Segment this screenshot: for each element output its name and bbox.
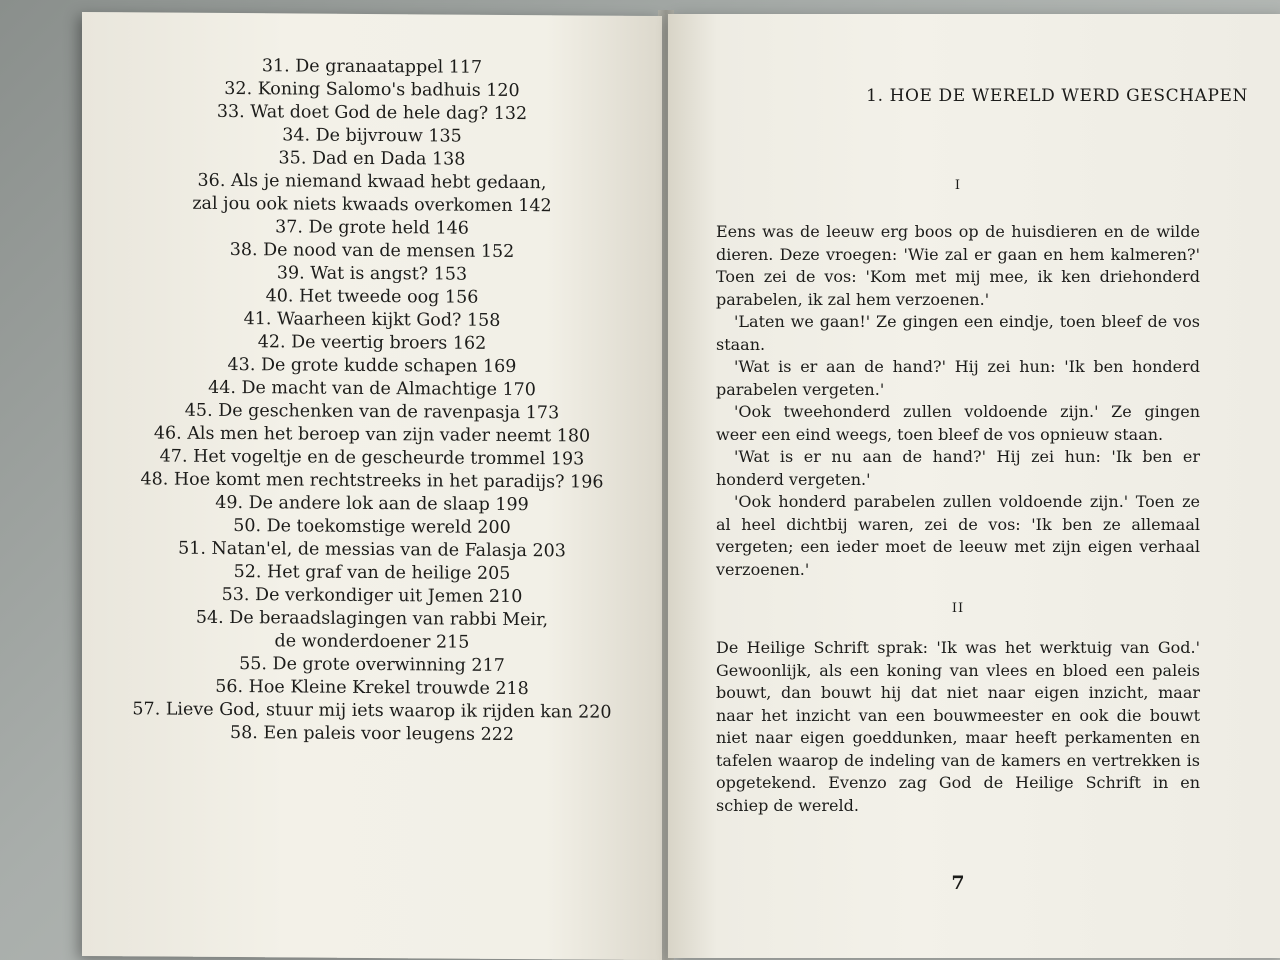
toc-entry: 41. Waarheen kijkt God? 158 (243, 309, 501, 331)
toc-entry-continuation: de wonderdoener 215 (274, 631, 470, 653)
toc-entry: 40. Het tweede oog 156 (265, 286, 479, 308)
toc-entry: 51. Natan'el, de messias van de Falasja 203 (178, 538, 566, 562)
right-page (668, 14, 1280, 958)
paragraph: 'Ook tweehonderd zullen voldoende zijn.' Ze gingen weer een eind weegs, toen bleef de vos opnieuw staan. (716, 402, 1200, 444)
section-numeral: II (951, 601, 965, 616)
section-numeral: I (954, 178, 962, 193)
page-number: 7 (951, 872, 965, 894)
toc-entry: 36. Als je niemand kwaad hebt gedaan, (197, 170, 547, 194)
toc-entry: 48. Hoe komt men rechtstreeks in het paradijs? 196 (140, 469, 604, 493)
toc-entry: 44. De macht van de Almachtige 170 (208, 377, 536, 401)
toc-entry-continuation: zal jou ook niets kwaads overkomen 142 (192, 193, 552, 217)
toc-entry: 35. Dad en Dada 138 (278, 148, 466, 170)
toc-entry: 54. De beraadslagingen van rabbi Meir, (195, 607, 549, 631)
toc-entry: 33. Wat doet God de hele dag? 132 (216, 101, 528, 125)
toc-entry: 39. Wat is angst? 153 (276, 263, 468, 285)
paragraph: 'Wat is er nu aan de hand?' Hij zei hun: 'Ik ben er honderd vergeten.' (716, 447, 1200, 489)
paragraph: De Heilige Schrift sprak: 'Ik was het werktuig van God.' Gewoonlijk, als een koning van vlees en bloed een paleis bouwt, dan bouwt hij dat niet naar eigen inzicht, maar naar het inzicht van een bouwmeester en ook die bouwt niet naar eigen goeddunken, maar heeft perkamenten en tafelen waarop de indeling van de kamers en vertrekken is opgetekend. Evenzo zag God de Heilige Schrift in en schiep de wereld. (716, 638, 1200, 815)
toc-entry: 52. Het graf van de heilige 205 (233, 562, 511, 584)
toc-entry: 57. Lieve God, stuur mij iets waarop ik rijden kan 220 (132, 699, 612, 723)
toc-entry: 53. De verkondiger uit Jemen 210 (221, 584, 523, 608)
paragraph: 'Ook honderd parabelen zullen voldoende zijn.' Toen ze al heel dichtbij waren, zei de vos: 'Ik ben ze allemaal vergeten; een ieder moet de leeuw met zijn eigen verhaal verzoenen.' (716, 492, 1200, 579)
paragraph: 'Wat is er aan de hand?' Hij zei hun: 'Ik ben honderd parabelen vergeten.' (716, 357, 1200, 399)
toc-entry: 32. Koning Salomo's badhuis 120 (224, 78, 520, 102)
chapter-title: 1. HOE DE WERELD WERD GESCHAPEN (866, 86, 1248, 106)
toc-entry: 47. Het vogeltje en de gescheurde trommel 193 (159, 446, 585, 470)
table-of-contents (82, 54, 662, 748)
paragraph: 'Laten we gaan!' Ze gingen een eindje, toen bleef de vos staan. (716, 312, 1200, 354)
toc-entry: 38. De nood van de mensen 152 (229, 240, 515, 262)
toc-entry: 46. Als men het beroep van zijn vader neemt 180 (153, 423, 591, 447)
toc-entry: 42. De veertig broers 162 (257, 332, 487, 354)
toc-entry: 49. De andere lok aan de slaap 199 (215, 492, 529, 516)
toc-entry: 56. Hoe Kleine Krekel trouwde 218 (215, 676, 529, 700)
toc-entry: 45. De geschenken van de ravenpasja 173 (184, 400, 560, 424)
toc-entry: 37. De grote held 146 (275, 217, 469, 239)
section-1-text (716, 221, 1200, 581)
left-page (82, 12, 662, 960)
toc-entry: 58. Een paleis voor leugens 222 (230, 723, 514, 745)
toc-entry: 34. De bijvrouw 135 (282, 125, 462, 147)
toc-entry: 43. De grote kudde schapen 169 (227, 354, 517, 378)
paragraph: Eens was de leeuw erg boos op de huisdieren en de wilde dieren. Deze vroegen: 'Wie zal er gaan en hem kalmeren?' Toen zei de vos: 'Kom met mij mee, ik ken driehonderd parabelen, ik zal hem verzoenen.' (716, 222, 1200, 309)
toc-entry: 55. De grote overwinning 217 (239, 654, 505, 676)
toc-entry: 50. De toekomstige wereld 200 (233, 516, 511, 538)
toc-entry: 31. De granaatappel 117 (261, 56, 483, 78)
section-2-text (716, 637, 1200, 817)
